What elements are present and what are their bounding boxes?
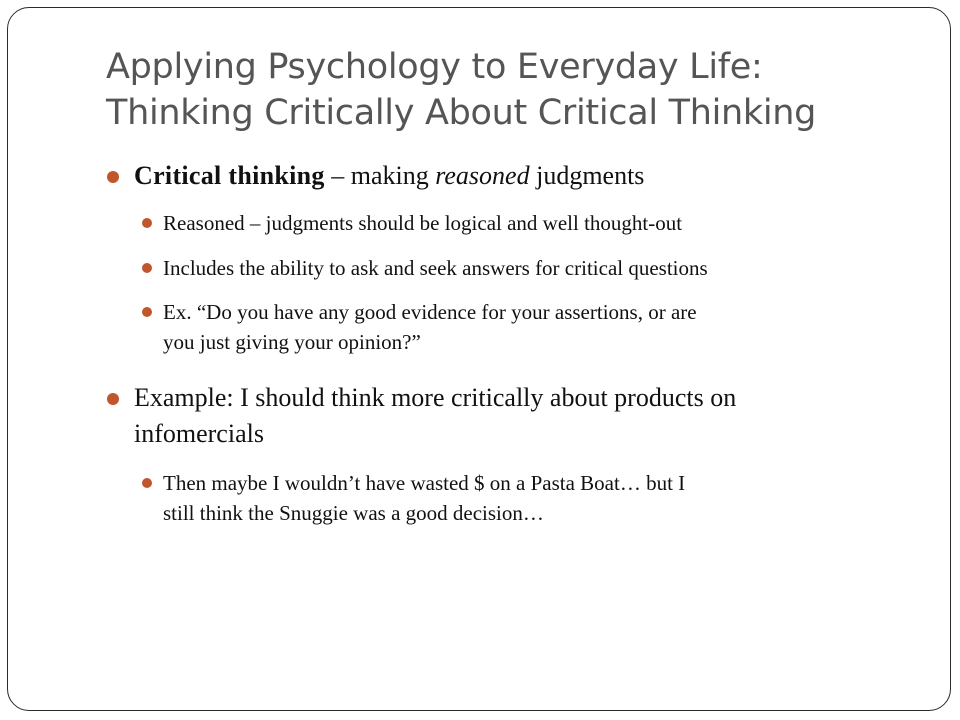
sub-bullet-line-2: still think the Snuggie was a good decision… <box>163 501 544 525</box>
title-line-2: Thinking Critically About Critical Thinking <box>106 93 817 133</box>
bullet-line-2: infomercials <box>134 419 264 448</box>
bullet-dot <box>107 171 119 183</box>
bullet-dot <box>142 307 152 317</box>
bullet-dot <box>142 478 152 488</box>
sub-bullet-reasoned <box>163 208 682 238</box>
term-critical-thinking: Critical thinking <box>134 161 325 190</box>
sub-bullet-line-1: Then maybe I wouldn’t have wasted $ on a Pasta Boat… but I <box>163 471 686 495</box>
sub-bullet-includes <box>163 253 708 283</box>
sub-bullet-pasta-boat <box>163 468 685 528</box>
definition-rest: judgments <box>529 161 645 190</box>
sub-bullet-text: Includes the ability to ask and seek answers for critical questions <box>163 256 708 280</box>
bullet-line-1: Example: I should think more critically about products on <box>134 383 737 412</box>
title-line-1: Applying Psychology to Everyday Life: <box>106 47 763 87</box>
bullet-dot <box>142 263 152 273</box>
sub-bullet-line-1: Ex. “Do you have any good evidence for your assertions, or are <box>163 300 697 324</box>
sub-bullet-line-2: you just giving your opinion?” <box>163 330 421 354</box>
emphasis-reasoned: reasoned <box>435 161 530 190</box>
bullet-example-infomercials <box>134 380 736 452</box>
sub-bullet-example-question <box>163 297 697 357</box>
bullet-dot <box>142 218 152 228</box>
definition-dash: – making <box>324 161 436 190</box>
bullet-critical-thinking <box>134 158 644 194</box>
sub-bullet-text: Reasoned – judgments should be logical and well thought-out <box>163 211 683 235</box>
bullet-dot <box>107 393 119 405</box>
